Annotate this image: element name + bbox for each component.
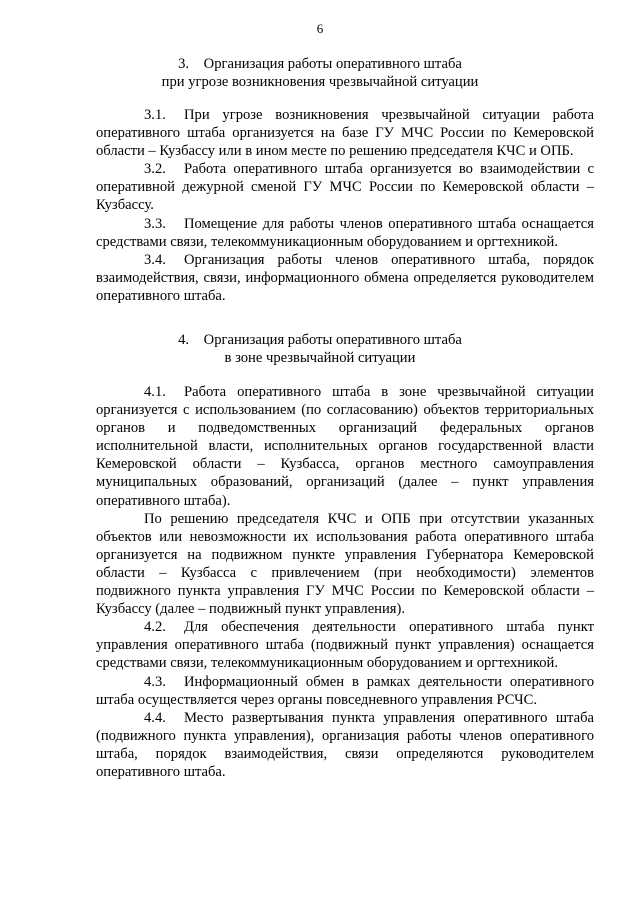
paragraph-number: 3.3. <box>144 215 166 232</box>
page-number: 6 <box>316 21 324 36</box>
paragraph-text: При угрозе возникновения чрезвычайной ситуации работа оперативного штаба организуется на базе ГУ МЧС России по Кемеровской области – Кузбассу или в ином месте по решению председателя КЧС и ОПБ. <box>96 107 594 160</box>
paragraph-4-3 <box>96 673 594 709</box>
paragraph-3-1 <box>96 106 594 160</box>
paragraph-text: Работа оперативного штаба в зоне чрезвычайной ситуации организуется с использованием (по согласованию) объектов территориальных органов и подведомственных организаций федеральных органов исполнительной власти, исполнительных органов государственной власти Кемеровской области – Кузбасса, органов местного самоуправления муниципальных образований, организаций (далее – пункт управления оперативного штаба). <box>96 384 594 509</box>
paragraph-text: Помещение для работы членов оперативного штаба оснащается средствами связи, телекоммуникационным оборудованием и оргтехникой. <box>96 215 594 250</box>
section-4-title-line-1: 4. Организация работы оперативного штаба <box>178 332 462 348</box>
section-3-title-line-2: при угрозе возникновения чрезвычайной ситуации <box>161 74 479 91</box>
paragraph-text: Организация работы членов оперативного штаба, порядок взаимодействия, связи, информационного обмена определяется руководителем оперативного штаба. <box>96 251 594 304</box>
paragraph-number: 3.1. <box>144 107 166 123</box>
paragraph-4-4 <box>96 709 594 781</box>
section-3-title-line-1: 3. Организация работы оперативного штаба <box>178 56 462 72</box>
paragraph-number: 3.4. <box>144 251 166 268</box>
paragraph-number: 4.1. <box>144 384 166 400</box>
paragraph-3-3 <box>96 215 594 251</box>
paragraph-text: По решению председателя КЧС и ОПБ при отсутствии указанных объектов или невозможности их использования работа оперативного штаба организуется на подвижном пункте управления Губернатора Кемеровской области – Кузбасса с привлечением (при необходимости) элементов подвижного пункта управления ГУ МЧС России по Кемеровской области – Кузбассу (далее – подвижный пункт управления). <box>96 510 594 618</box>
section-4-body <box>96 383 594 781</box>
paragraph-text: Для обеспечения деятельности оперативного штаба пункт управления оперативного штаба (подвижный пункт управления) оснащается средствами связи, телекоммуникационным оборудованием и оргтехникой. <box>96 619 594 672</box>
section-4-heading <box>0 331 640 367</box>
paragraph-3-4 <box>96 251 594 305</box>
paragraph-4-2 <box>96 618 594 672</box>
section-3-body <box>96 106 594 305</box>
paragraph-number: 3.2. <box>144 161 166 178</box>
paragraph-number: 4.4. <box>144 709 166 726</box>
section-4-title-line-2: в зоне чрезвычайной ситуации <box>224 350 416 367</box>
paragraph-text: Работа оперативного штаба организуется во взаимодействии с оперативной дежурной сменой ГУ МЧС России по Кемеровской области – Кузбассу. <box>96 161 594 214</box>
paragraph-text: Информационный обмен в рамках деятельности оперативного штаба осуществляется через органы повседневного управления РСЧС. <box>96 673 594 708</box>
paragraph-number: 4.2. <box>144 619 166 636</box>
paragraph-number: 4.3. <box>144 673 166 690</box>
paragraph-4-1 <box>96 383 594 510</box>
section-3-heading <box>0 55 640 91</box>
paragraph-3-2 <box>96 160 594 214</box>
paragraph-4-1-continued <box>96 510 594 619</box>
paragraph-text: Место развертывания пункта управления оперативного штаба (подвижного пункта управления), организация работы членов оперативного штаба, порядок взаимодействия, связи определяются руководителем оперативного штаба. <box>96 709 594 780</box>
